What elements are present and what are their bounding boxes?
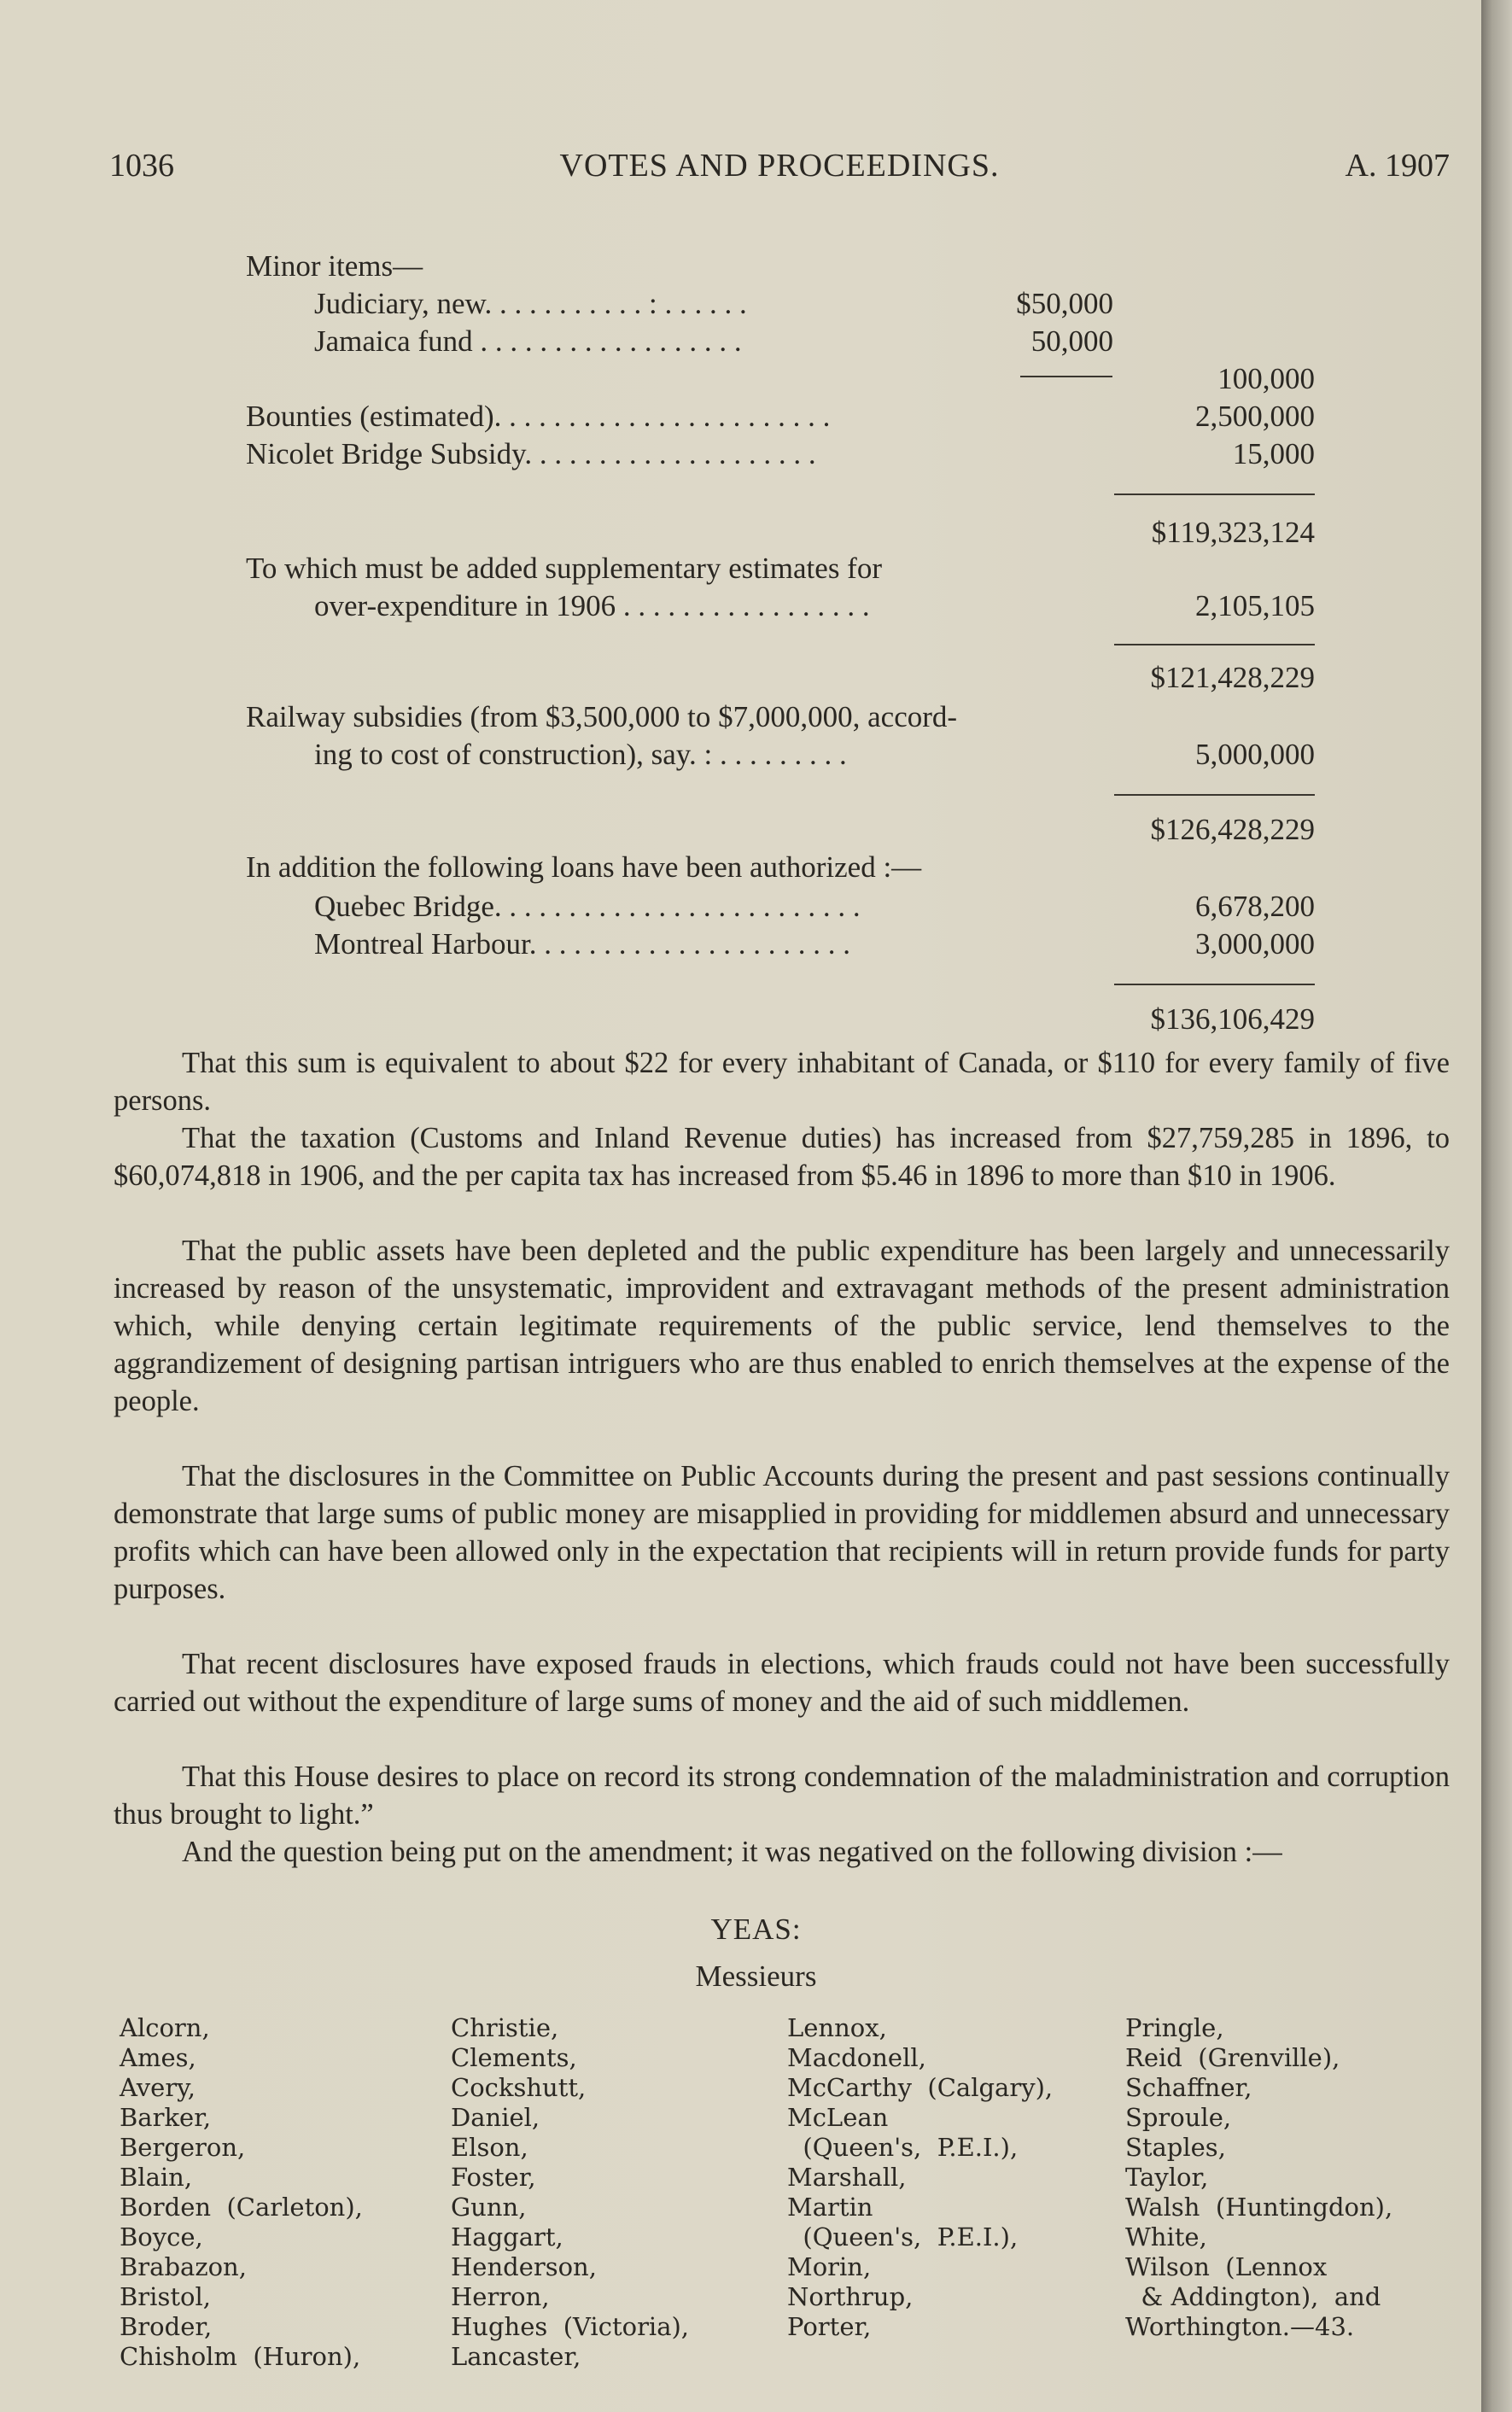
paragraph: That this sum is equivalent to about $22 for every inhabitant of Canada, or $110 for every family of five persons. [114, 1047, 1450, 1117]
member-name: Pringle, [1125, 2013, 1224, 2042]
member-name: Chisholm (Huron), [120, 2342, 361, 2371]
total1-amount: $119,323,124 [1151, 516, 1315, 549]
member-name: Reid (Grenville), [1125, 2043, 1340, 2072]
loans-intro: In addition the following loans have been authorized :— [246, 850, 922, 884]
total-rule [1114, 984, 1315, 985]
supplementary-line1: To which must be added supplementary estimates for [246, 552, 882, 585]
member-name: Herron, [451, 2282, 550, 2311]
paragraph: That recent disclosures have exposed frauds in elections, which frauds could not have been successfully carried out without the expenditure of large sums of money and the aid of such middlemen. [114, 1648, 1450, 1718]
member-name: Porter, [787, 2312, 872, 2341]
member-name: Schaffner, [1125, 2073, 1252, 2102]
paragraph: That the disclosures in the Committee on Public Accounts during the present and past sessions continually demonstrate that large sums of public money are misapplied in providing for middlemen absurd and unnecessary profits which can have been allowed only in the expectation that recipients will in return provide funds for party purposes. [114, 1460, 1450, 1605]
paragraph: That the taxation (Customs and Inland Revenue duties) has increased from $27,759,285 in 1896, to $60,074,818 in 1906, and the per capita tax has increased from $5.46 in 1896 to more than $10 in 1906. [114, 1122, 1450, 1192]
member-name: Henderson, [451, 2252, 597, 2281]
member-name: Gunn, [451, 2193, 527, 2222]
running-title: VOTES AND PROCEEDINGS. [559, 148, 1000, 184]
minor-total-row [0, 360, 1512, 398]
supplementary-row [0, 587, 1512, 625]
member-name: McLean [787, 2103, 889, 2132]
total-rule [1114, 644, 1315, 645]
member-name: Martin [787, 2193, 873, 2222]
nicolet-amount: 15,000 [1232, 437, 1315, 470]
total-rule [1114, 794, 1315, 796]
member-name: Haggart, [451, 2222, 563, 2251]
member-name: Taylor, [1125, 2163, 1209, 2192]
member-name: Elson, [451, 2133, 528, 2162]
member-name: Wilson (Lennox [1125, 2252, 1328, 2281]
member-name: Brabazon, [120, 2252, 247, 2281]
member-name: Northrup, [787, 2282, 914, 2311]
member-name: Christie, [451, 2013, 559, 2042]
member-name: Borden (Carleton), [120, 2193, 363, 2222]
names-column-4 [1125, 2013, 1392, 2342]
member-name: Staples, [1125, 2133, 1226, 2162]
member-name: & Addington), and [1125, 2282, 1381, 2311]
member-name: Ames, [120, 2043, 196, 2072]
railway-line1: Railway subsidies (from $3,500,000 to $7,000,000, accord- [246, 700, 958, 733]
bounties-amount: 2,500,000 [1195, 400, 1315, 433]
montreal-amount: 3,000,000 [1195, 927, 1315, 961]
nicolet-label: Nicolet Bridge Subsidy. . . . . . . . . . . . . . . . . . . . [246, 437, 816, 470]
jamaica-row [0, 323, 1512, 360]
total2-amount: $121,428,229 [1150, 661, 1315, 694]
session-year: A. 1907 [1345, 148, 1450, 184]
member-name: Marshall, [787, 2163, 907, 2192]
judiciary-amount: $50,000 [1016, 287, 1113, 320]
member-name: Broder, [120, 2312, 213, 2341]
member-name: Boyce, [120, 2222, 203, 2251]
quebec-amount: 6,678,200 [1195, 890, 1315, 923]
minor-total-amount: 100,000 [1217, 362, 1315, 395]
member-name: Lancaster, [451, 2342, 581, 2371]
member-name: Macdonell, [787, 2043, 926, 2072]
total4-row [0, 1001, 1512, 1038]
member-name: (Queen's, P.E.I.), [787, 2222, 1019, 2251]
member-name: Clements, [451, 2043, 577, 2072]
total-rule [1114, 493, 1315, 495]
page-number: 1036 [109, 148, 174, 184]
nicolet-row [0, 435, 1512, 473]
member-name: Walsh (Huntingdon), [1125, 2193, 1393, 2222]
bounties-label: Bounties (estimated). . . . . . . . . . . . . . . . . . . . . . . [246, 400, 831, 433]
member-name: Lennox, [787, 2013, 887, 2042]
member-name: Cockshutt, [451, 2073, 587, 2102]
jamaica-amount: 50,000 [1030, 324, 1113, 358]
paragraph: And the question being put on the amendment; it was negatived on the following division :— [182, 1836, 1282, 1868]
page-header [109, 147, 1450, 190]
member-name: Blain, [120, 2163, 193, 2192]
messieurs-heading: Messieurs [695, 1959, 817, 1993]
member-name: White, [1125, 2222, 1207, 2251]
quebec-row [0, 888, 1512, 926]
railway-line2: ing to cost of construction), say. : . . . . . . . . . [314, 738, 847, 771]
total2-row [0, 659, 1512, 697]
member-name: Bristol, [120, 2282, 211, 2311]
judiciary-row [0, 285, 1512, 323]
member-name: Barker, [120, 2103, 212, 2132]
montreal-label: Montreal Harbour. . . . . . . . . . . . . . . . . . . . . . [314, 927, 850, 961]
yeas-heading: YEAS: [710, 1913, 802, 1946]
member-name: Morin, [787, 2252, 872, 2281]
total1-row [0, 514, 1512, 552]
member-name: Worthington.—43. [1125, 2312, 1355, 2341]
member-name: Bergeron, [120, 2133, 246, 2162]
names-column-1 [120, 2013, 363, 2372]
jamaica-label: Jamaica fund . . . . . . . . . . . . . . . . . . [314, 324, 742, 358]
total3-amount: $126,428,229 [1150, 813, 1315, 846]
member-name: McCarthy (Calgary), [787, 2073, 1054, 2102]
member-name: Avery, [120, 2073, 196, 2102]
supplementary-amount: 2,105,105 [1195, 589, 1315, 622]
railway-row [0, 736, 1512, 774]
paragraph: That the public assets have been depleted and the public expenditure has been largely and unnecessarily increased by reason of the unsystematic, improvident and extravagant methods of the present administration which, while denying certain legitimate requirements of the public service, lend themselves to the aggrandizement of designing partisan intriguers who are thus enabled to enrich themselves at the expense of the people. [114, 1235, 1450, 1417]
member-name: Hughes (Victoria), [451, 2312, 690, 2341]
supplementary-line2: over-expenditure in 1906 . . . . . . . . . . . . . . . . . [314, 589, 870, 622]
total3-row [0, 811, 1512, 849]
montreal-row [0, 926, 1512, 963]
judiciary-label: Judiciary, new. . . . . . . . . . . : . . . . . . [314, 287, 747, 320]
member-name: Daniel, [451, 2103, 540, 2132]
paragraph: That this House desires to place on record its strong condemnation of the maladministration and corruption thus brought to light.” [114, 1761, 1450, 1831]
total4-amount: $136,106,429 [1150, 1002, 1315, 1036]
railway-amount: 5,000,000 [1195, 738, 1315, 771]
member-name: (Queen's, P.E.I.), [787, 2133, 1019, 2162]
member-name: Sproule, [1125, 2103, 1232, 2132]
names-column-2 [451, 2013, 689, 2372]
member-name: Foster, [451, 2163, 536, 2192]
names-column-3 [787, 2013, 1053, 2342]
member-name: Alcorn, [120, 2013, 210, 2042]
minor-items-heading: Minor items— [246, 249, 423, 283]
quebec-label: Quebec Bridge. . . . . . . . . . . . . . . . . . . . . . . . . [314, 890, 861, 923]
bounties-row [0, 398, 1512, 435]
